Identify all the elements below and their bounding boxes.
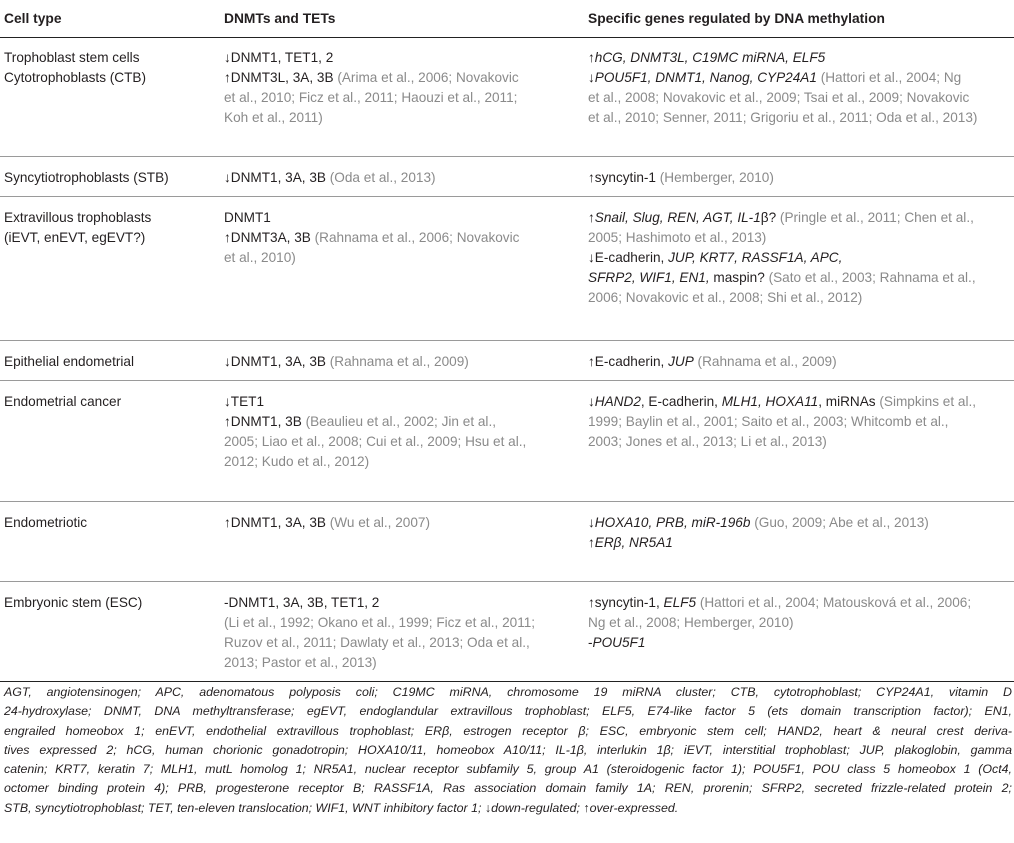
cell-type bbox=[4, 513, 209, 533]
footnote-line: STB, syncytiotrophoblast; TET, ten-eleven translocation; WIF1, WNT inhibitory factor 1; ↓down-regulated; ↑over-expressed. bbox=[4, 800, 679, 815]
footnote-line: engrailed homeobox 1; enEVT, endothelial extravillous trophoblast; ERβ, estrogen receptor β; ESC, embryonic stem cell; HAND2, heart & neural crest deriva- bbox=[4, 723, 1012, 738]
genes-line bbox=[588, 228, 1013, 248]
citation-text: (Simpkins et al., bbox=[879, 394, 977, 409]
gene-name: ERβ, NR5A1 bbox=[594, 535, 673, 550]
genes-line bbox=[588, 168, 1013, 188]
genes-line bbox=[588, 108, 1013, 128]
cell-genes bbox=[588, 513, 1013, 553]
dnmts-line bbox=[224, 392, 569, 412]
citation-text: Ng et al., 2008; Hemberger, 2010) bbox=[588, 615, 794, 630]
genes-line bbox=[588, 288, 1013, 308]
gene-name: HAND2 bbox=[594, 394, 641, 409]
cell-text: ↑ bbox=[588, 50, 595, 65]
cell-type-line bbox=[4, 352, 209, 372]
table-row bbox=[0, 381, 1014, 502]
dnmts-line bbox=[224, 208, 569, 228]
table-row bbox=[0, 157, 1014, 197]
cell-text: , miRNAs bbox=[818, 394, 880, 409]
citation-text: 2012; Kudo et al., 2012) bbox=[224, 454, 370, 469]
cell-dnmts bbox=[224, 593, 569, 673]
dnmts-line bbox=[224, 513, 569, 533]
cell-text: ↓E-cadherin, bbox=[588, 250, 669, 265]
cell-text: ↑syncytin-1 bbox=[588, 170, 660, 185]
dnmts-line bbox=[224, 48, 569, 68]
cell-dnmts bbox=[224, 513, 569, 533]
cell-text: ↓ bbox=[588, 515, 595, 530]
citation-text: (Li et al., 1992; Okano et al., 1999; Ficz et al., 2011; bbox=[224, 615, 536, 630]
cell-text: ↓DNMT1, 3A, 3B bbox=[224, 170, 330, 185]
citation-text: (Hemberger, 2010) bbox=[659, 170, 774, 185]
dnmts-line bbox=[224, 228, 569, 248]
table-row bbox=[0, 37, 1014, 157]
citation-text: 2005; Liao et al., 2008; Cui et al., 2009; Hsu et al., bbox=[224, 434, 527, 449]
cell-text: ↑E-cadherin, bbox=[588, 354, 669, 369]
genes-line bbox=[588, 48, 1013, 68]
cell-genes bbox=[588, 352, 1013, 372]
genes-line bbox=[588, 68, 1013, 88]
citation-text: (Beaulieu et al., 2002; Jin et al., bbox=[305, 414, 497, 429]
citation-text: (Rahnama et al., 2009) bbox=[693, 354, 837, 369]
gene-name: POU5F1, DNMT1, Nanog, CYP24A1 bbox=[594, 70, 817, 85]
gene-name: POU5F1 bbox=[592, 635, 646, 650]
dnmts-line bbox=[224, 412, 569, 432]
cell-type-line bbox=[4, 208, 209, 228]
gene-name: hCG, DNMT3L, C19MC miRNA, ELF5 bbox=[594, 50, 826, 65]
dnmts-line bbox=[224, 432, 569, 452]
footnote-line: tives expressed 2; hCG, human chorionic gonadotropin; HOXA10/11, homeobox A10/11; IL-1β, interlukin 1β; iEVT, interstitial trophoblast; JUP, plakoglobin, gamma bbox=[4, 742, 1012, 757]
cell-dnmts bbox=[224, 392, 569, 472]
cell-type bbox=[4, 593, 209, 613]
dnmts-line bbox=[224, 613, 569, 633]
citation-text: (Rahnama et al., 2006; Novakovic bbox=[314, 230, 520, 245]
dnmts-line bbox=[224, 452, 569, 472]
dnmts-line bbox=[224, 248, 569, 268]
gene-name: JUP, KRT7, RASSF1A, APC, bbox=[668, 250, 843, 265]
cell-text: ↑ bbox=[588, 535, 595, 550]
gene-name: JUP bbox=[668, 354, 694, 369]
citation-text: Ruzov et al., 2011; Dawlaty et al., 2013; Oda et al., bbox=[224, 635, 530, 650]
cell-text: ↑DNMT1, 3B bbox=[224, 414, 306, 429]
citation-text: (Oda et al., 2013) bbox=[329, 170, 436, 185]
table-row bbox=[0, 582, 1014, 682]
table-row bbox=[0, 341, 1014, 381]
dnmts-line bbox=[224, 352, 569, 372]
dnmts-line bbox=[224, 593, 569, 613]
cell-text: maspin? bbox=[709, 270, 769, 285]
footnote-line: 24-hydroxylase; DNMT, DNA methyltransferase; egEVT, endoglandular extravillous trophoblast; ELF5, E74-like factor 5 (ets domain transcription factor); EN1, bbox=[4, 704, 1012, 719]
citation-text: 1999; Baylin et al., 2001; Saito et al., 2003; Whitcomb et al., bbox=[588, 414, 949, 429]
cell-text: ↑syncytin-1, bbox=[588, 595, 664, 610]
cell-genes bbox=[588, 48, 1013, 128]
cell-text: Endometriotic bbox=[4, 515, 88, 530]
cell-text: Trophoblast stem cells bbox=[4, 50, 140, 65]
footnote-line: octomer binding protein 4); PRB, progesterone receptor B; RASSF1A, Ras association domain family 1A; REN, prorenin; SFRP2, secreted frizzle-related protein 2; bbox=[4, 781, 1012, 796]
cell-text: ↓DNMT1, TET1, 2 bbox=[224, 50, 334, 65]
cell-genes bbox=[588, 208, 1013, 308]
citation-text: (Hattori et al., 2004; Ng bbox=[816, 70, 962, 85]
cell-text: -DNMT1, 3A, 3B, TET1, 2 bbox=[224, 595, 380, 610]
genes-line bbox=[588, 392, 1013, 412]
cell-text: , E-cadherin, bbox=[640, 394, 722, 409]
dnmts-line bbox=[224, 68, 569, 88]
cell-text: Extravillous trophoblasts bbox=[4, 210, 152, 225]
footnote-line: catenin; KRT7, keratin 7; MLH1, mutL homolog 1; NR5A1, nuclear receptor subfamily 5, group A1 (steroidogenic factor 1); POU5F1, POU class 5 homeobox 1 (Oct4, bbox=[4, 762, 1012, 777]
citation-text: et al., 2010) bbox=[224, 250, 296, 265]
genes-line bbox=[588, 533, 1013, 553]
cell-genes bbox=[588, 593, 1013, 653]
cell-text: ↓DNMT1, 3A, 3B bbox=[224, 354, 330, 369]
cell-type-line bbox=[4, 513, 209, 533]
footnote-line: AGT, angiotensinogen; APC, adenomatous polyposis coli; C19MC miRNA, chromosome 19 miRNA cluster; CTB, cytotrophoblast; CYP24A1, vitamin D bbox=[4, 685, 1012, 699]
cell-type bbox=[4, 352, 209, 372]
dnmts-line bbox=[224, 168, 569, 188]
citation-text: (Pringle et al., 2011; Chen et al., bbox=[779, 210, 974, 225]
table-header bbox=[0, 0, 1014, 38]
citation-text: (Arima et al., 2006; Novakovic bbox=[337, 70, 519, 85]
cell-genes bbox=[588, 168, 1013, 188]
genes-line bbox=[588, 412, 1013, 432]
citation-text: 2005; Hashimoto et al., 2013) bbox=[588, 230, 767, 245]
dnmts-line bbox=[224, 88, 569, 108]
dnmts-line bbox=[224, 633, 569, 653]
header-cell-type: Cell type bbox=[4, 11, 62, 26]
citation-text: (Hattori et al., 2004; Matousková et al., 2006; bbox=[696, 595, 972, 610]
citation-text: et al., 2010; Ficz et al., 2011; Haouzi et al., 2011; bbox=[224, 90, 518, 105]
genes-line bbox=[588, 432, 1013, 452]
cell-type-line bbox=[4, 48, 209, 68]
genes-line bbox=[588, 513, 1013, 533]
cell-dnmts bbox=[224, 168, 569, 188]
cell-dnmts bbox=[224, 48, 569, 128]
citation-text: (Rahnama et al., 2009) bbox=[329, 354, 469, 369]
citation-text: 2006; Novakovic et al., 2008; Shi et al., 2012) bbox=[588, 290, 863, 305]
cell-text: Endometrial cancer bbox=[4, 394, 122, 409]
cell-text: DNMT1 bbox=[224, 210, 271, 225]
genes-line bbox=[588, 593, 1013, 613]
header-genes: Specific genes regulated by DNA methylation bbox=[588, 11, 885, 26]
cell-text: Embryonic stem (ESC) bbox=[4, 595, 143, 610]
cell-type-line bbox=[4, 392, 209, 412]
genes-line bbox=[588, 208, 1013, 228]
gene-name: ELF5 bbox=[663, 595, 697, 610]
citation-text: (Wu et al., 2007) bbox=[329, 515, 431, 530]
table-row bbox=[0, 197, 1014, 341]
cell-text: ↑DNMT3L, 3A, 3B bbox=[224, 70, 338, 85]
cell-text: Syncytiotrophoblasts (STB) bbox=[4, 170, 169, 185]
genes-line bbox=[588, 633, 1013, 653]
cell-type-line bbox=[4, 68, 209, 88]
genes-line bbox=[588, 88, 1013, 108]
cell-type bbox=[4, 392, 209, 412]
cell-dnmts bbox=[224, 352, 569, 372]
cell-text: ↑ bbox=[588, 210, 595, 225]
cell-text: β? bbox=[760, 210, 780, 225]
cell-type bbox=[4, 48, 209, 88]
cell-genes bbox=[588, 392, 1013, 452]
dnmts-line bbox=[224, 108, 569, 128]
cell-text: ↓TET1 bbox=[224, 394, 265, 409]
cell-text: ↓ bbox=[588, 70, 595, 85]
cell-text: ↑DNMT1, 3A, 3B bbox=[224, 515, 330, 530]
table-row bbox=[0, 502, 1014, 582]
cell-type-line bbox=[4, 593, 209, 613]
gene-name: SFRP2, WIF1, EN1, bbox=[588, 270, 710, 285]
gene-name: Snail, Slug, REN, AGT, IL-1 bbox=[594, 210, 761, 225]
citation-text: Koh et al., 2011) bbox=[224, 110, 323, 125]
citation-text: (Guo, 2009; Abe et al., 2013) bbox=[750, 515, 929, 530]
cell-type bbox=[4, 168, 209, 188]
genes-line bbox=[588, 268, 1013, 288]
cell-text: - bbox=[588, 635, 593, 650]
citation-text: (Sato et al., 2003; Rahnama et al., bbox=[768, 270, 976, 285]
header-dnmts: DNMTs and TETs bbox=[224, 11, 336, 26]
cell-text: Cytotrophoblasts (CTB) bbox=[4, 70, 147, 85]
genes-line bbox=[588, 352, 1013, 372]
gene-name: HOXA10, PRB, miR-196b bbox=[594, 515, 751, 530]
cell-text: ↓ bbox=[588, 394, 595, 409]
citation-text: et al., 2008; Novakovic et al., 2009; Tsai et al., 2009; Novakovic bbox=[588, 90, 970, 105]
citation-text: 2003; Jones et al., 2013; Li et al., 2013) bbox=[588, 434, 827, 449]
citation-text: 2013; Pastor et al., 2013) bbox=[224, 655, 377, 670]
table-footnote bbox=[4, 683, 1012, 818]
dnmts-line bbox=[224, 653, 569, 673]
cell-text: ↑DNMT3A, 3B bbox=[224, 230, 315, 245]
citation-text: et al., 2010; Senner, 2011; Grigoriu et al., 2011; Oda et al., 2013) bbox=[588, 110, 978, 125]
cell-type-line bbox=[4, 168, 209, 188]
gene-name: MLH1, HOXA11 bbox=[721, 394, 819, 409]
genes-line bbox=[588, 613, 1013, 633]
genes-line bbox=[588, 248, 1013, 268]
cell-type-line bbox=[4, 228, 209, 248]
cell-text: (iEVT, enEVT, egEVT?) bbox=[4, 230, 146, 245]
cell-type bbox=[4, 208, 209, 248]
cell-dnmts bbox=[224, 208, 569, 268]
cell-text: Epithelial endometrial bbox=[4, 354, 134, 369]
